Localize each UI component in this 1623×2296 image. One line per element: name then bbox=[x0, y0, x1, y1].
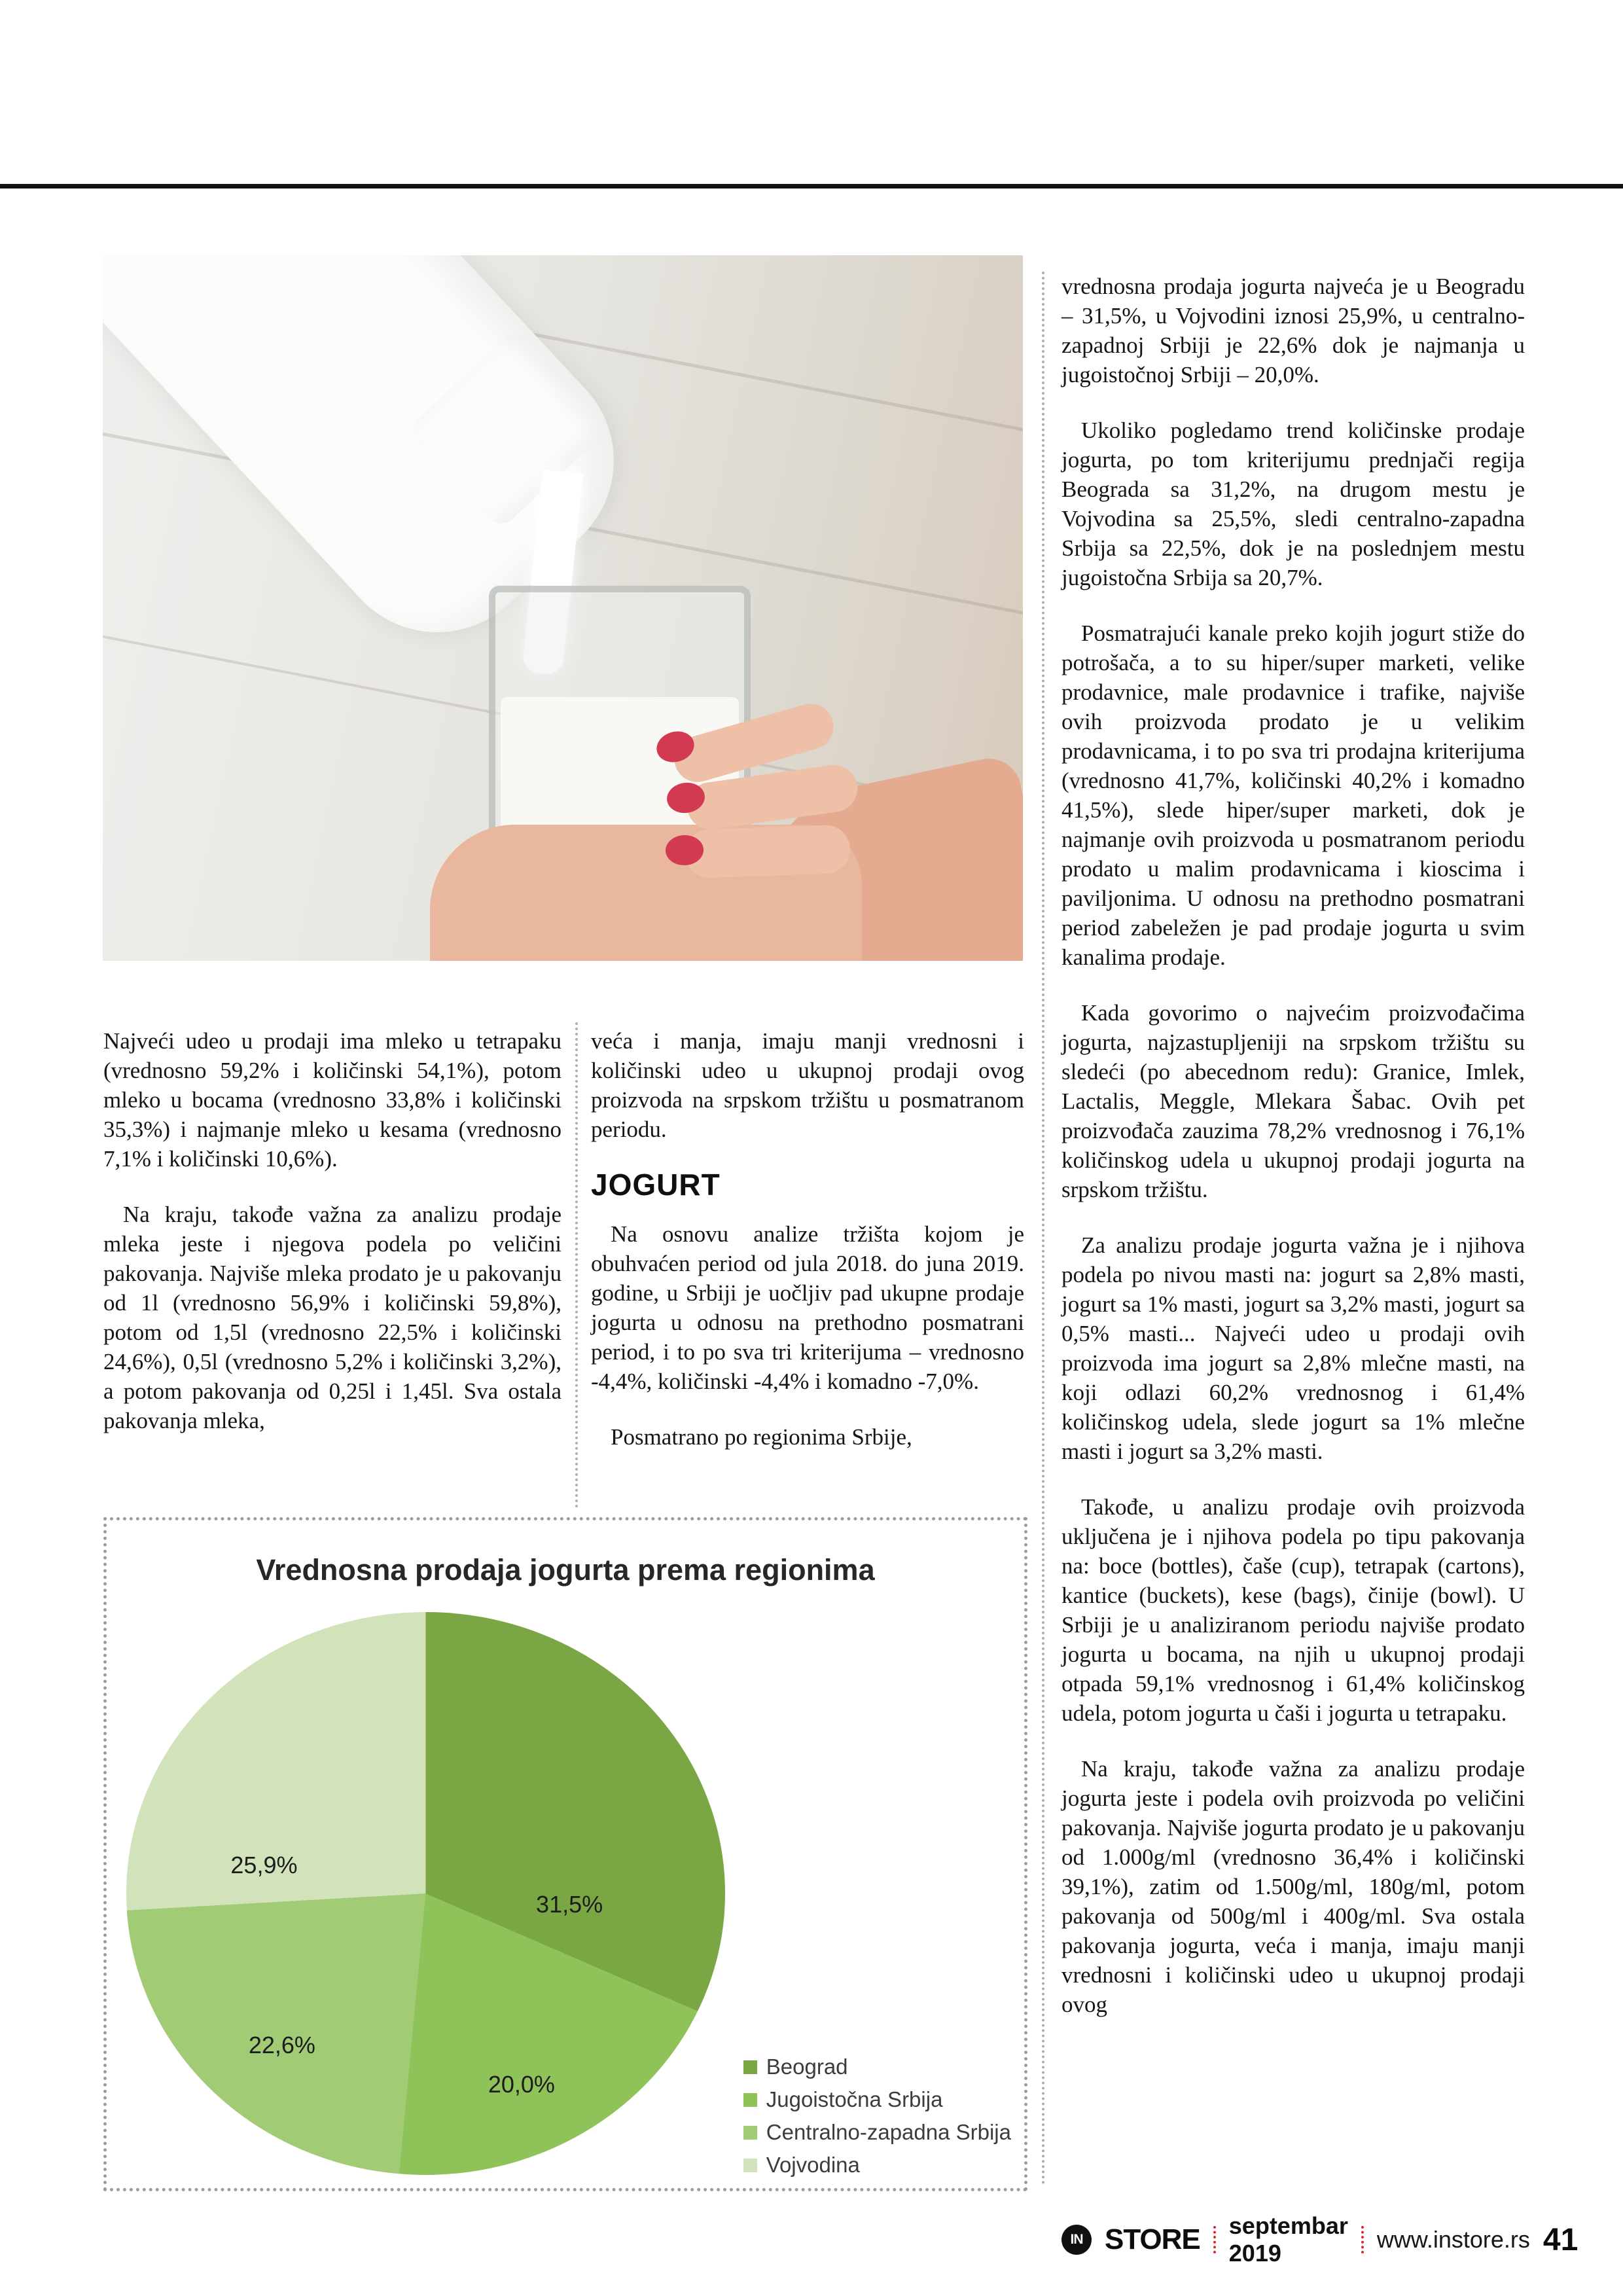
column-right bbox=[1061, 272, 1525, 2045]
legend-item bbox=[743, 2087, 1011, 2112]
page-number: 41 bbox=[1543, 2222, 1578, 2257]
legend-item bbox=[743, 2120, 1011, 2145]
chart-title: Vrednosna prodaja jogurta prema regionima bbox=[256, 1553, 875, 1587]
chart-box bbox=[103, 1517, 1027, 2191]
paragraph: Kada govorimo o najvećim proizvođačima jogurta, najzastupljeniji na srpskom tržištu su sledeći (po abecednom redu): Granice, Imlek, Lactalis, Meggle, Mlekara Šabac. Ovih pet proizvođača zauzima 78,2% vrednosnog i 76,1% količinskog udela u ukupnoj prodaji jogurta na srpskom tržištu. bbox=[1061, 1000, 1525, 1202]
legend-item bbox=[743, 2153, 1011, 2178]
paragraph: Takođe, u analizu prodaje ovih proizvoda uključena je i njihova podela po tipu pakovanja na: boce (bottles), čaše (cup), tetrapak (cartons), kantice (buckets), kese (bags), činije (bowl). U Srbiji je u analiziranom periodu najviše prodato jogurta u bocama, na njih u ukupnoj prodaji otpada 59,1% vrednosnog i 61,4% količinskog udela, potom jogurta u čaši i jogurta u tetrapaku. bbox=[1061, 1494, 1525, 1726]
footer-divider-icon bbox=[1213, 2226, 1216, 2253]
paragraph: Za analizu prodaje jogurta važna je i njihova podela po nivou masti na: jogurt sa 2,8% masti, jogurt sa 1% masti, jogurt sa 3,2% masti, jogurt sa 0,5% masti... Najveći udeo u prodaji ovih proizvoda ima jogurt sa 2,8% mlečne masti, na koji odlazi 60,2% vrednosnog i 61,4% količinskog udela, slede jogurt sa 1% mlečne masti i jogurt sa 3,2% masti. bbox=[1061, 1232, 1525, 1464]
paragraph: Najveći udeo u prodaji ima mleko u tetrapaku (vrednosno 59,2% i količinski 54,1%), potom mleko u bocama (vrednosno 33,8% i količinski 35,3%) i najmanje mleko u kesama (vrednosno 7,1% i količinski 10,6%). bbox=[103, 1028, 562, 1172]
pie-slice-label: 20,0% bbox=[488, 2071, 555, 2098]
legend-swatch-icon bbox=[743, 2126, 757, 2140]
section-heading-jogurt: JOGURT bbox=[591, 1168, 721, 1202]
column-middle bbox=[591, 1026, 1024, 1478]
legend-item bbox=[743, 2054, 1011, 2079]
article-photo bbox=[103, 255, 1023, 961]
footer-divider-icon bbox=[1361, 2226, 1364, 2253]
legend-label: Vojvodina bbox=[766, 2153, 860, 2177]
finger bbox=[685, 825, 851, 879]
paragraph: Ukoliko pogledamo trend količinske prodaje jogurta, po tom kriterijumu prednjači regija Beograda sa 31,2%, na drugom mestu je Vojvodina sa 25,5%, sledi centralno-zapadna Srbija sa 22,5%, dok je na poslednjem mestu jugoistočna Srbija sa 20,7%. bbox=[1061, 418, 1525, 590]
paragraph: Na kraju, takođe važna za analizu prodaje mleka jeste i njegova podela po veličini pakovanja. Najviše mleka prodato je u pakovanju od 1l (vrednosno 56,9% i količinski 59,8%), potom od 1,5l (vrednosno 22,5% i količinski 24,6%), 0,5l (vrednosno 5,2% i količinski 3,2%), a potom pakovanja od 0,25l i 1,45l. Sva ostala pakovanja mleka, bbox=[103, 1202, 562, 1433]
paragraph: veća i manja, imaju manji vrednosni i količinski udeo u ukupnoj prodaji ovog proizvoda na srpskom tržištu u posmatranom periodu. bbox=[591, 1028, 1024, 1142]
legend-label: Beograd bbox=[766, 2054, 848, 2079]
paragraph: Posmatrano po regionima Srbije, bbox=[611, 1424, 912, 1450]
legend-label: Jugoistočna Srbija bbox=[766, 2087, 943, 2111]
pie-slice-label: 25,9% bbox=[230, 1852, 298, 1878]
chart-legend bbox=[743, 2054, 1011, 2178]
legend-swatch-icon bbox=[743, 2060, 757, 2074]
page-footer bbox=[1061, 2212, 1578, 2267]
footer-issue: septembar 2019 bbox=[1228, 2212, 1348, 2267]
instore-logo-icon bbox=[1061, 2225, 1092, 2255]
legend-label: Centralno-zapadna Srbija bbox=[766, 2120, 1011, 2144]
legend-swatch-icon bbox=[743, 2093, 757, 2107]
pie-slice-label: 22,6% bbox=[248, 2032, 315, 2059]
footer-website: www.instore.rs bbox=[1376, 2226, 1530, 2253]
column-divider-right bbox=[1042, 272, 1044, 2186]
paragraph: vrednosna prodaja jogurta najveća je u Beogradu – 31,5%, u Vojvodini iznosi 25,9%, u centralno-zapadnoj Srbiji je 22,6% dok je najmanja u jugoistočnoj Srbiji – 20,0%. bbox=[1061, 274, 1525, 387]
paragraph: Na kraju, takođe važna za analizu prodaje jogurta jeste i podela ovih proizvoda po veličini pakovanja. Najviše jogurta prodato je u pakovanju od 1.000g/ml (vrednosno 36,4% i količinski 39,1%), zatim od 1.500g/ml, 180g/ml, potom pakovanja od 500g/ml i 400g/ml. Sva ostala pakovanja jogurta, veća i manja, imaju manji vrednosni i količinski udeo u ukupnoj prodaji ovog bbox=[1061, 1756, 1525, 2017]
column-left bbox=[103, 1026, 562, 1462]
pie-labels bbox=[126, 1612, 725, 2175]
legend-swatch-icon bbox=[743, 2159, 757, 2172]
paragraph: Na osnovu analize tržišta kojom je obuhvaćen period od jula 2018. do juna 2019. godine, u Srbiji je uočljiv pad ukupne prodaje jogurta u odnosu na prethodno posmatrani period, i to po sva tri kriterijuma – vrednosno -4,4%, količinski -4,4% i komadno -7,0%. bbox=[591, 1221, 1024, 1394]
paragraph: Posmatrajući kanale preko kojih jogurt stiže do potrošača, a to su hiper/super marketi, velike prodavnice, male prodavnice i trafike, najviše ovih proizvoda prodato je u velikim prodavnicama, i to po sva tri prodajna kriterijuma (vrednosno 41,7%, količinski 40,2% i komadno 41,5%), slede hiper/super marketi, dok je najmanje ovih proizvoda u posmatranom periodu prodato u malim prodavnicama i kioscima i paviljonima. U odnosu na prethodno posmatrani period zabeležen je pad prodaje jogurta u svim kanalima prodaje. bbox=[1061, 620, 1525, 970]
top-rule bbox=[0, 184, 1623, 188]
logo-store-text: STORE bbox=[1105, 2223, 1200, 2255]
column-divider-left bbox=[575, 1022, 578, 1508]
logo-in-text: IN bbox=[1070, 2232, 1083, 2247]
pie-chart bbox=[126, 1612, 725, 2175]
pie-slice-label: 31,5% bbox=[536, 1891, 603, 1918]
